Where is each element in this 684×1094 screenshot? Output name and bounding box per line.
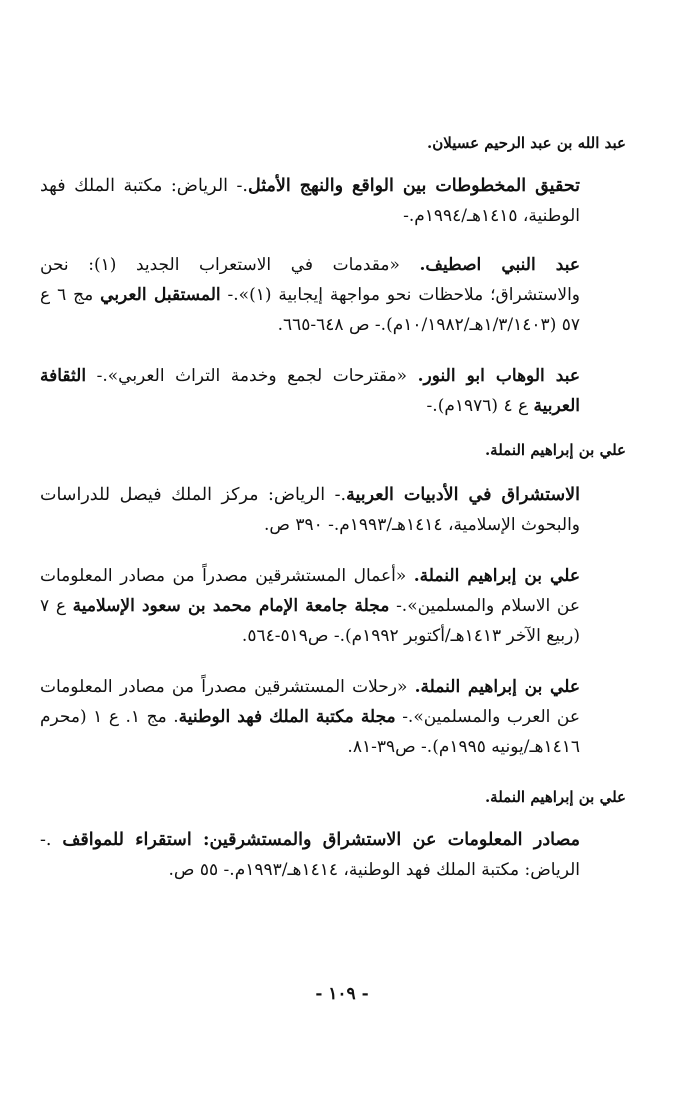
article-title: والاستشراق؛ ملاحظات نحو مواجهة إيجابية (١)».- xyxy=(220,285,580,305)
issue-info: مج ٦ ع xyxy=(40,285,101,305)
entry-author: عبد النبي اصطيف. xyxy=(419,255,580,275)
book-title: الاستشراق في الأدبيات العربية xyxy=(346,485,580,505)
entry-author: عبد الوهاب ابو النور. xyxy=(417,366,580,386)
issue-info: . مج ١. ع ١ (محرم xyxy=(40,707,179,727)
author-heading: عبد الله بن عبد الرحيم عسيلان. xyxy=(427,134,626,152)
article-title: «مقترحات لجمع وخدمة التراث العربي».- xyxy=(86,366,418,386)
article-title: عن الاسلام والمسلمين».- xyxy=(389,596,580,616)
publication-info: .- الرياض: مركز الملك فيصل للدراسات xyxy=(40,485,347,505)
article-title: «أعمال المستشرقين مصدراً من مصادر المعلومات xyxy=(40,566,414,586)
article-title: «مقدمات في الاستعراب الجديد (١): نحن xyxy=(40,255,420,275)
entry-line: ١٤١٦هـ/يونيه ١٩٩٥م).- ص٣٩-٨١. xyxy=(347,737,580,757)
entry-author: علي بن إبراهيم النملة. xyxy=(414,677,580,697)
issue-info: ع ٤ (١٩٧٦م).- xyxy=(426,396,534,416)
publication-info: .- xyxy=(40,830,63,850)
entry-author: علي بن إبراهيم النملة. xyxy=(413,566,580,586)
author-heading: علي بن إبراهيم النملة. xyxy=(484,441,626,459)
entry-line: والبحوث الإسلامية، ١٤١٤هـ/١٩٩٣م.- ٣٩٠ ص. xyxy=(263,515,580,535)
entry-line xyxy=(40,591,580,621)
entry-line xyxy=(40,825,580,855)
article-title: عن العرب والمسلمين».- xyxy=(395,707,580,727)
journal-name: مجلة جامعة الإمام محمد بن سعود الإسلامية xyxy=(72,596,390,616)
publication-info: .- الرياض: مكتبة الملك فهد xyxy=(40,176,248,196)
entry-line: ٥٧ (١/٣/١٤٠٣هـ/١٠/١٩٨٢م).- ص ٦٤٨-٦٦٥. xyxy=(277,315,580,335)
book-title: مصادر المعلومات عن الاستشراق والمستشرقين: استقراء للمواقف xyxy=(62,830,580,850)
entry-line xyxy=(40,391,580,421)
entry-line xyxy=(40,480,580,510)
issue-info: ع ٧ xyxy=(40,596,73,616)
journal-name: الثقافة xyxy=(40,366,87,386)
page-number: - ١٠٩ - xyxy=(315,984,369,1004)
journal-name: المستقبل العربي xyxy=(100,285,221,305)
author-heading: علي بن إبراهيم النملة. xyxy=(484,788,626,806)
entry-line: الوطنية، ١٤١٥هـ/١٩٩٤م.- xyxy=(403,206,580,226)
entry-line: (ربيع الآخر ١٤١٣هـ/أكتوبر ١٩٩٢م).- ص٥١٩-٥٦٤. xyxy=(241,626,580,646)
entry-line xyxy=(40,672,580,702)
book-title: تحقيق المخطوطات بين الواقع والنهج الأمثل xyxy=(247,176,580,196)
entry-line xyxy=(40,702,580,732)
journal-name: العربية xyxy=(533,396,580,416)
journal-name: مجلة مكتبة الملك فهد الوطنية xyxy=(178,707,396,727)
article-title: «رحلات المستشرقين مصدراً من مصادر المعلومات xyxy=(40,677,415,697)
entry-line xyxy=(40,171,580,201)
entry-line: الرياض: مكتبة الملك فهد الوطنية، ١٤١٤هـ/١٩٩٣م.- ٥٥ ص. xyxy=(168,860,580,880)
entry-line xyxy=(40,561,580,591)
entry-line xyxy=(40,361,580,391)
entry-line xyxy=(40,280,580,310)
entry-line xyxy=(40,250,580,280)
